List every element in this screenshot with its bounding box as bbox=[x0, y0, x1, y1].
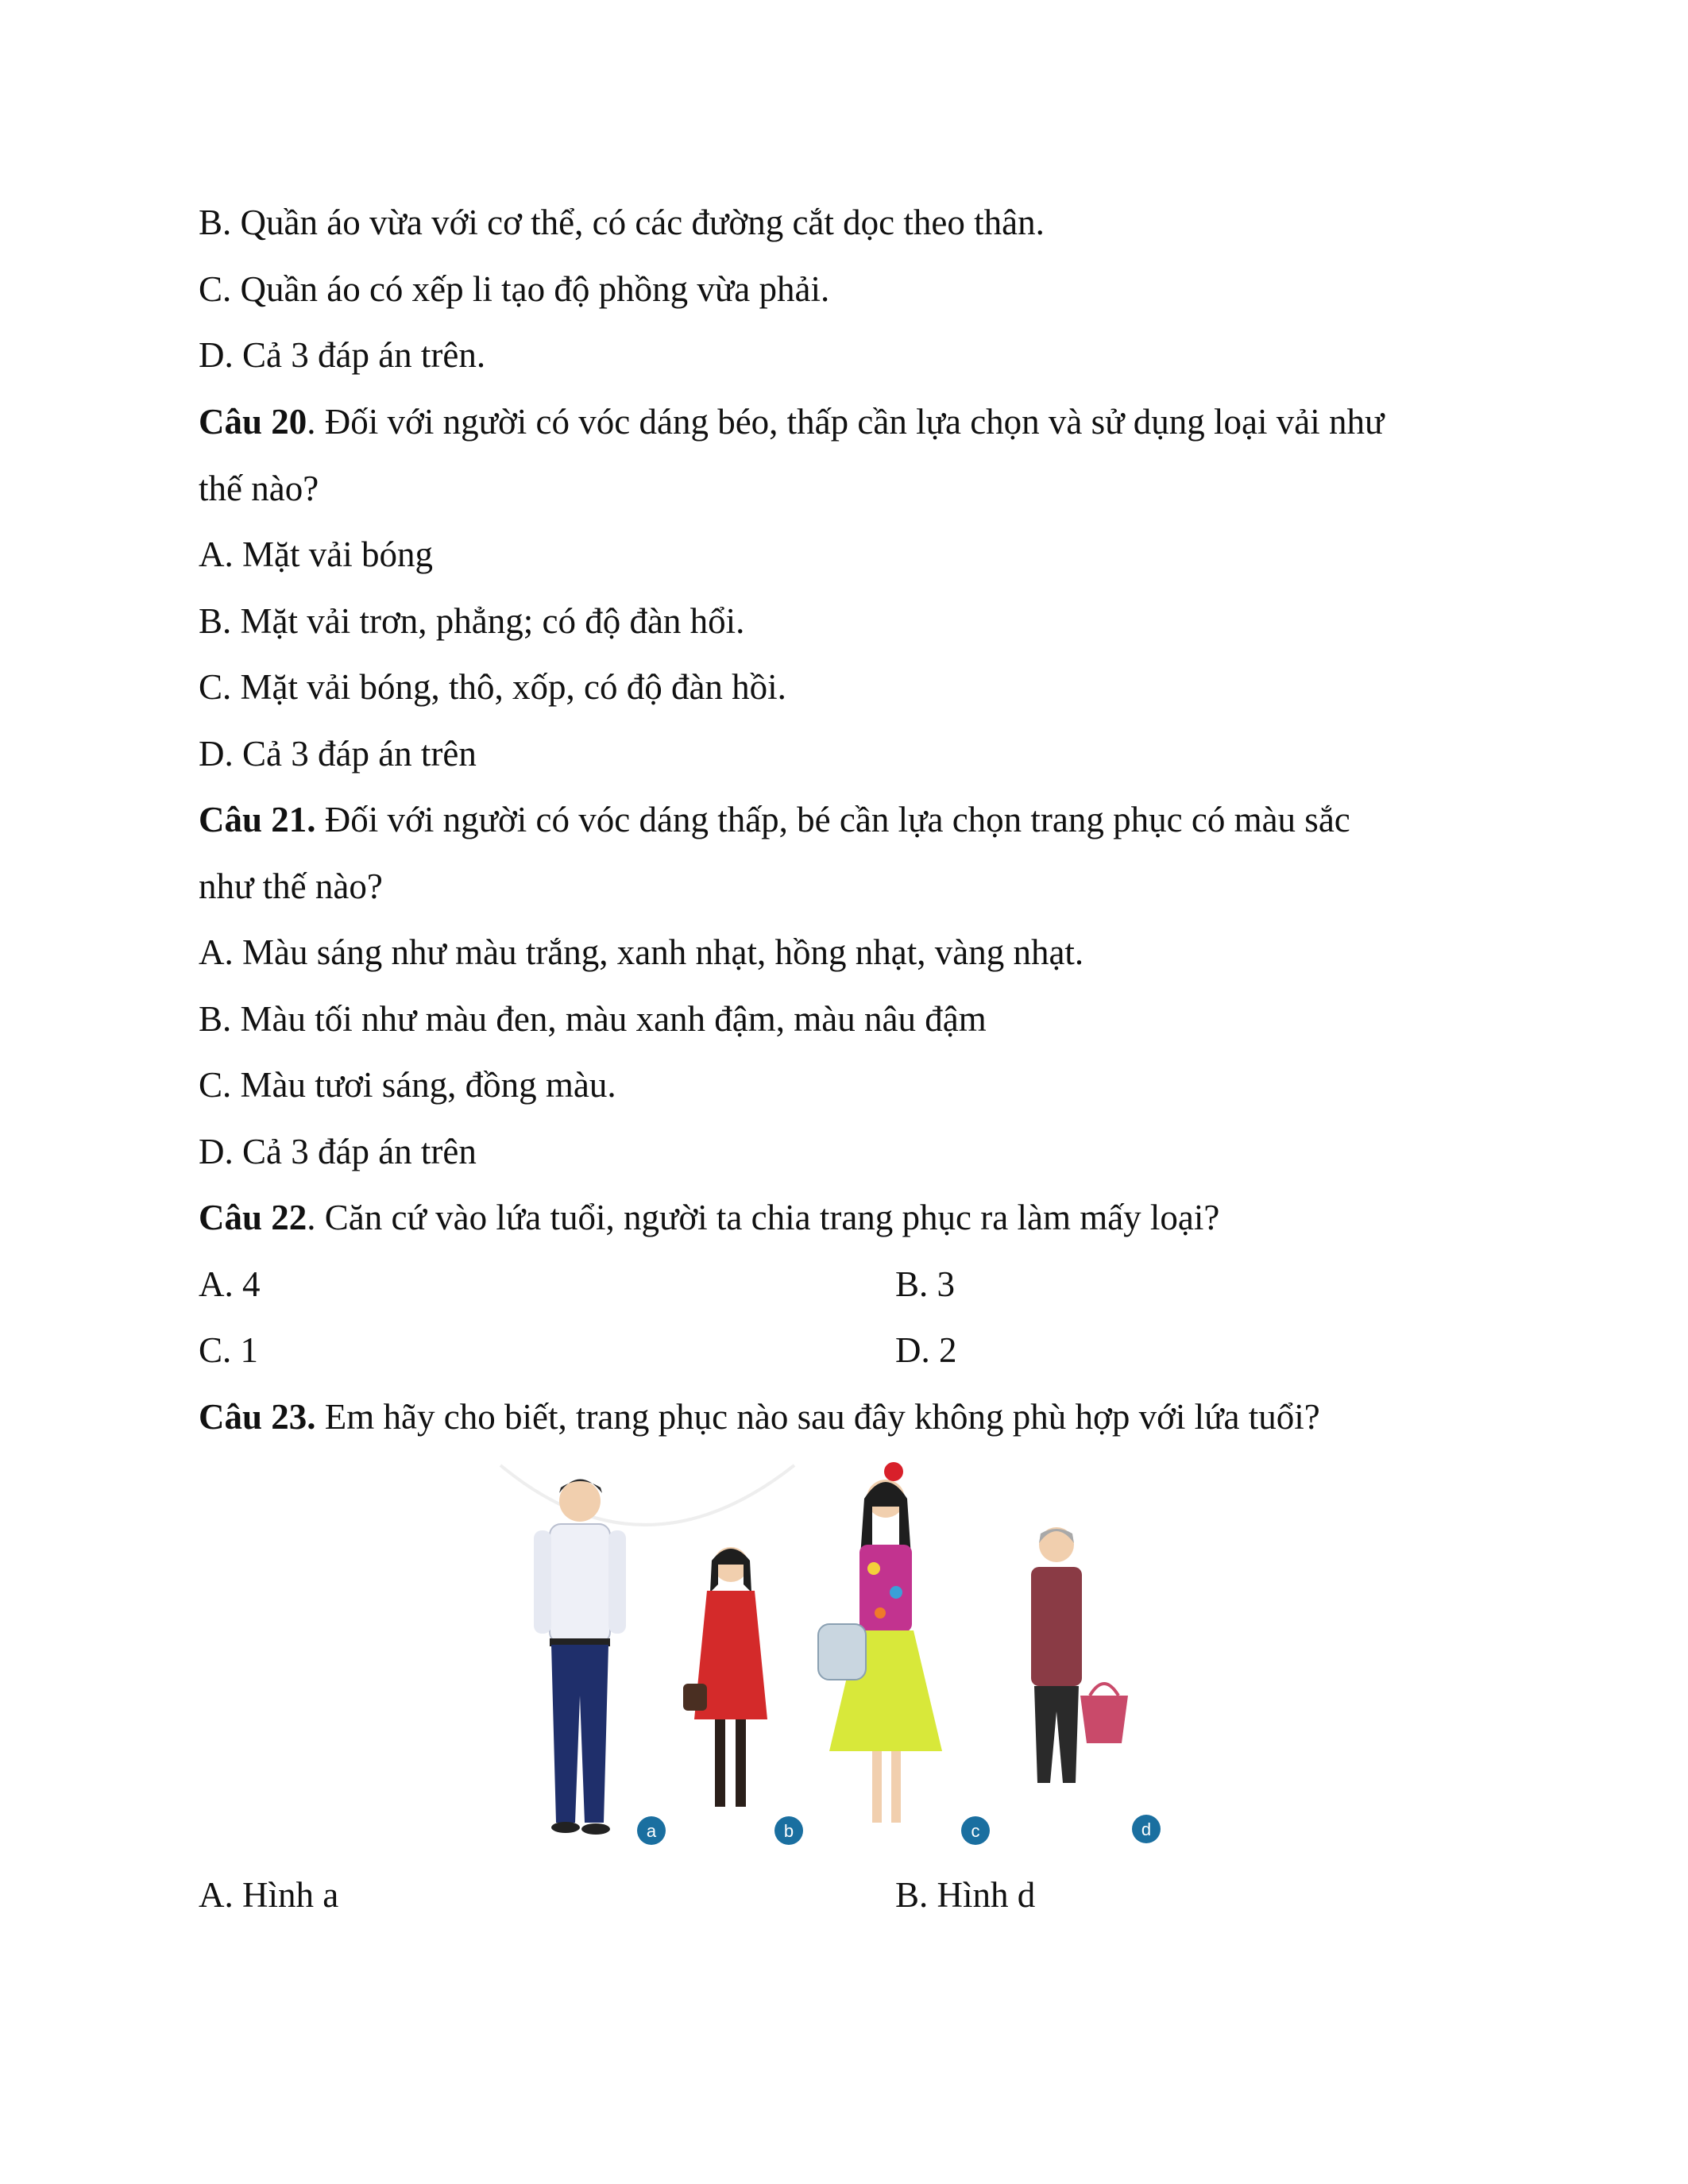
q22-option-c: C. 1 bbox=[199, 1330, 259, 1370]
figure-elderly-woman bbox=[1031, 1527, 1128, 1783]
q21-number: Câu 21. bbox=[199, 800, 316, 839]
svg-text:a: a bbox=[646, 1821, 657, 1841]
badge-b bbox=[774, 1816, 803, 1845]
outfits-illustration bbox=[492, 1457, 1192, 1870]
q22-text: . Căn cứ vào lứa tuổi, người ta chia trang phục ra làm mấy loại? bbox=[307, 1198, 1220, 1237]
q22-number: Câu 22 bbox=[199, 1198, 307, 1237]
q20-question bbox=[199, 404, 1384, 440]
q19-option-b: B. Quần áo vừa với cơ thể, có các đường cắt dọc theo thân. bbox=[199, 203, 1045, 242]
q21-option-a: A. Màu sáng như màu trắng, xanh nhạt, hồng nhạt, vàng nhạt. bbox=[199, 932, 1084, 972]
q19-option-c: C. Quần áo có xếp li tạo độ phồng vừa phải. bbox=[199, 269, 830, 309]
figure-woman bbox=[818, 1462, 942, 1823]
figure-girl bbox=[683, 1547, 767, 1807]
q20-number: Câu 20 bbox=[199, 402, 307, 442]
q20-text-2: thế nào? bbox=[199, 469, 319, 508]
q21-text-2: như thế nào? bbox=[199, 866, 383, 906]
q23-option-a: A. Hình a bbox=[199, 1875, 339, 1915]
q20-option-d: D. Cả 3 đáp án trên bbox=[199, 734, 477, 774]
q23-option-b: B. Hình d bbox=[895, 1875, 1036, 1915]
svg-text:c: c bbox=[971, 1821, 980, 1841]
q23-question bbox=[199, 1399, 1320, 1435]
q22-option-d: D. 2 bbox=[895, 1330, 957, 1370]
q21-text-1: Đối với người có vóc dáng thấp, bé cần lựa chọn trang phục có màu sắc bbox=[315, 800, 1350, 839]
badge-c bbox=[961, 1816, 990, 1845]
q19-option-d: D. Cả 3 đáp án trên. bbox=[199, 335, 486, 375]
figure-man bbox=[534, 1480, 626, 1835]
q20-option-b: B. Mặt vải trơn, phẳng; có độ đàn hổi. bbox=[199, 601, 745, 641]
q21-question bbox=[199, 802, 1350, 838]
q21-option-c: C. Màu tươi sáng, đồng màu. bbox=[199, 1065, 616, 1105]
q22-option-b: B. 3 bbox=[895, 1264, 956, 1304]
badge-d bbox=[1132, 1815, 1161, 1843]
q21-option-d: D. Cả 3 đáp án trên bbox=[199, 1132, 477, 1171]
svg-text:b: b bbox=[783, 1821, 794, 1841]
q22-option-a: A. 4 bbox=[199, 1264, 261, 1304]
svg-text:d: d bbox=[1141, 1819, 1152, 1839]
q20-text-1: . Đối với người có vóc dáng béo, thấp cần lựa chọn và sử dụng loại vải như bbox=[307, 402, 1385, 442]
q21-option-b: B. Màu tối như màu đen, màu xanh đậm, màu nâu đậm bbox=[199, 999, 987, 1039]
q22-question bbox=[199, 1200, 1219, 1236]
q20-option-c: C. Mặt vải bóng, thô, xốp, có độ đàn hồi. bbox=[199, 667, 786, 707]
q23-text: Em hãy cho biết, trang phục nào sau đây không phù hợp với lứa tuổi? bbox=[315, 1397, 1320, 1437]
q23-number: Câu 23. bbox=[199, 1397, 316, 1437]
badge-a bbox=[637, 1816, 666, 1845]
q20-option-a: A. Mặt vải bóng bbox=[199, 534, 433, 574]
